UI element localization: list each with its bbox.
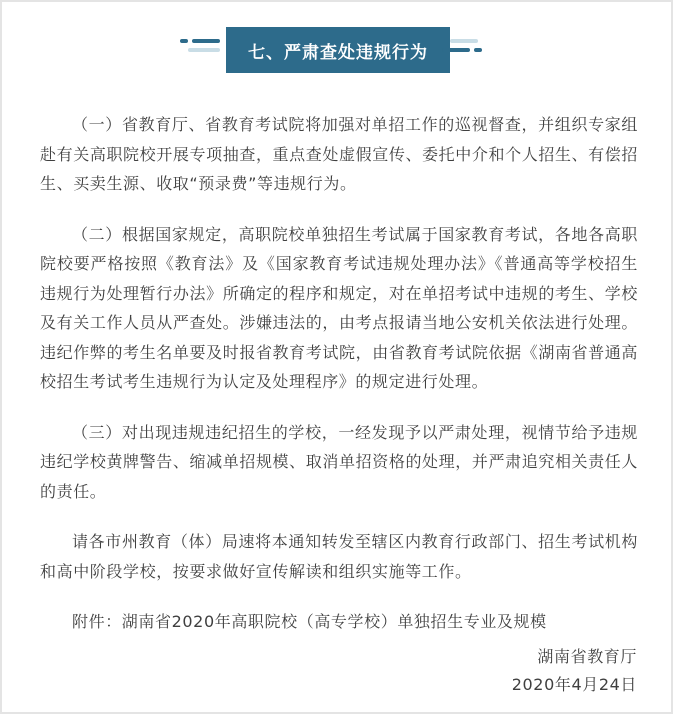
attachment-line: 附件：湖南省2020年高职院校（高专学校）单独招生专业及规模 <box>72 612 547 631</box>
section-header <box>2 25 671 75</box>
paragraph-item-1: （一）省教育厅、省教育考试院将加强对单招工作的巡视督查，并组织专家组赴有关高职院校开展专项抽查，重点查处虚假宣传、委托中介和个人招生、有偿招生、买卖生源、收取“预录费”等违规行为。 <box>40 115 638 193</box>
document-body <box>40 110 638 637</box>
signature-org: 湖南省教育厅 <box>537 647 637 666</box>
section-title: 七、严肃查处违规行为 <box>226 27 450 73</box>
paragraph-notice: 请各市州教育（体）局速将本通知转发至辖区内教育行政部门、招生考试机构和高中阶段学校，按要求做好宣传解读和组织实施等工作。 <box>40 532 638 581</box>
paragraph-item-3: （三）对出现违规违纪招生的学校，一经发现予以严肃处理，视情节给予违规违纪学校黄牌警告、缩减单招规模、取消单招资格的处理，并严肃追究相关责任人的责任。 <box>40 422 638 501</box>
paragraph-item-2: （二）根据国家规定，高职院校单独招生考试属于国家教育考试，各地各高职院校要严格按照《教育法》及《国家教育考试违规处理办法》《普通高等学校招生违规行为处理暂行办法》所确定的程序和规定，对在单招考试中违规的考生、学校及有关工作人员从严查处。涉嫌违法的，由考点报请当地公安机关依法进行处理。违纪作弊的考生名单要及时报省教育考试院，由省教育考试院依据《湖南省普通高校招生考试考生违规行为认定及处理程序》的规定进行处理。 <box>40 224 638 391</box>
signature-date: 2020年4月24日 <box>511 675 637 694</box>
